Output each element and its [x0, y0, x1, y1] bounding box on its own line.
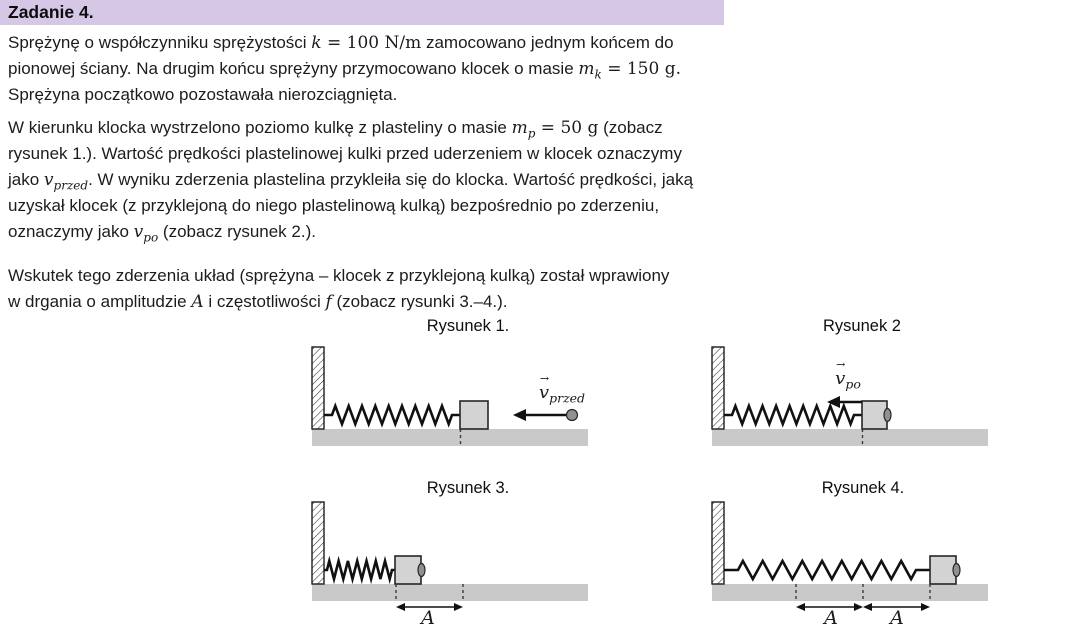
- amplitude-label-left: A: [824, 607, 838, 629]
- figure-4: [700, 477, 1020, 630]
- vector-arrow-icon: →: [836, 358, 846, 371]
- figure-1: [300, 315, 620, 455]
- ground: [712, 429, 988, 446]
- amplitude-arrowhead-left: [396, 603, 405, 611]
- math-var: A: [191, 292, 204, 312]
- body-line: rysunek 1.). Wartość prędkości plastelinowej kulki przed uderzeniem w klocek oznaczymy: [8, 144, 682, 163]
- vector-arrow-icon: →: [539, 372, 550, 385]
- math-var: f: [325, 292, 332, 312]
- body-line: pionowej ściany. Na drugim końcu sprężyny przymocowano klocek o masie $m_k = 150$ g.: [8, 59, 681, 82]
- velocity-before-arrowhead: [513, 409, 526, 421]
- body-line: w drgania o amplitudzie A i częstotliwości f (zobacz rysunki 3.–4.).: [8, 292, 508, 312]
- task-title: Zadanie 4.: [8, 2, 94, 22]
- ground: [312, 584, 588, 601]
- plasticine-ball: [953, 564, 960, 577]
- paragraph-3: [8, 263, 669, 315]
- plasticine-ball: [884, 409, 891, 422]
- body-line: Sprężyna początkowo pozostawała nierozciągnięta.: [8, 85, 398, 104]
- body-line: Sprężynę o współczynniku sprężystości k = 100 N/m zamocowano jednym końcem do: [8, 33, 674, 53]
- wall: [712, 347, 724, 429]
- plasticine-ball: [567, 410, 578, 421]
- figure-1-title: Rysunek 1.: [426, 317, 510, 335]
- header-band: [0, 0, 724, 25]
- figure-2-title: Rysunek 2: [823, 317, 901, 335]
- velocity-before-label: → $v_{przed}$: [538, 372, 586, 406]
- paragraph-1: [8, 30, 681, 108]
- body-line: uzyskał klocek (z przyklejoną do niego plastelinową kulką) bezpośrednio po zderzeniu,: [8, 196, 660, 215]
- amplitude-label-right: A: [890, 607, 904, 629]
- math-var: m: [511, 118, 528, 138]
- math-var: k: [311, 33, 322, 53]
- spring: [324, 406, 460, 424]
- math-var: v: [43, 170, 54, 190]
- amplitude-arrowhead: [854, 603, 863, 611]
- figure-2-diagram: [700, 340, 1010, 450]
- ground: [312, 429, 588, 446]
- block: [395, 556, 421, 584]
- plasticine-ball: [418, 564, 425, 577]
- ground: [712, 584, 988, 601]
- figure-3: [300, 477, 620, 630]
- amplitude-arrowhead: [921, 603, 930, 611]
- wall: [312, 347, 324, 429]
- figure-1-diagram: [300, 340, 610, 450]
- wall: [712, 502, 724, 584]
- velocity-after-label: → $v_{po}$: [835, 358, 861, 392]
- body-line: W kierunku klocka wystrzelono poziomo kulkę z plasteliny o masie $m_p = 50$ g (zobacz: [8, 118, 663, 141]
- math-var: v: [133, 222, 144, 242]
- amplitude-label: A: [421, 607, 435, 629]
- figure-3-diagram: [300, 495, 610, 620]
- block: [460, 401, 488, 429]
- math-var: m: [578, 59, 595, 79]
- spring: [724, 406, 862, 424]
- block: [862, 401, 887, 429]
- figure-4-diagram: [700, 495, 1010, 620]
- amplitude-arrowhead: [796, 603, 805, 611]
- spring: [724, 561, 930, 579]
- body-line: jako $v_{przed}$. W wyniku zderzenia plastelina przykleiła się do klocka. Wartość prędkości, jaką: [8, 170, 694, 193]
- figure-2: [700, 315, 1020, 455]
- spring: [324, 561, 395, 579]
- wall: [312, 502, 324, 584]
- amplitude-arrowhead-right: [454, 603, 463, 611]
- body-line: oznaczymy jako $v_{po}$ (zobacz rysunek 2.).: [8, 222, 316, 245]
- paragraph-2: [8, 115, 693, 245]
- figure-4-title: Rysunek 4.: [821, 479, 905, 497]
- body-line: Wskutek tego zderzenia układ (sprężyna – klocek z przyklejoną kulką) został wprawiony: [8, 266, 670, 285]
- amplitude-arrowhead: [863, 603, 872, 611]
- figure-3-title: Rysunek 3.: [426, 479, 510, 497]
- block: [930, 556, 956, 584]
